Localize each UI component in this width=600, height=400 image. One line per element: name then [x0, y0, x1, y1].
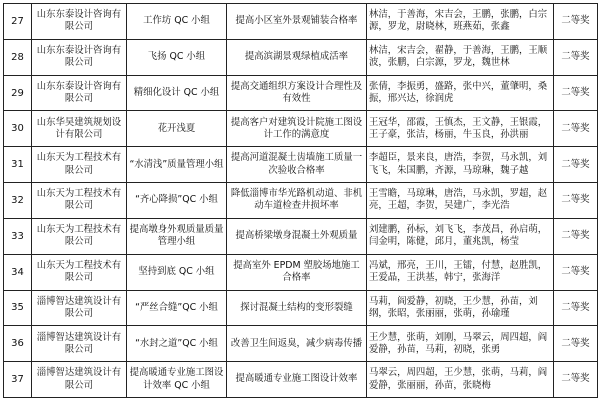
row-number-cell: 33	[4, 218, 32, 254]
unit-cell: 山东华昊建筑规划设计有限公司	[32, 111, 127, 147]
unit-cell: 淄博智达建筑设计有限公司	[32, 326, 127, 362]
award-cell: 二等奖	[554, 326, 598, 362]
topic-cell: 提高河道混凝土齿墙施工质量一次验收合格率	[227, 147, 367, 183]
award-cell: 二等奖	[554, 147, 598, 183]
table-row	[4, 183, 598, 219]
group-name-cell: 提高暖通专业施工图设计效率 QC 小组	[127, 362, 227, 398]
award-cell: 二等奖	[554, 39, 598, 75]
row-number-cell: 30	[4, 111, 32, 147]
group-name-cell: “水清浅”质量管理小组	[127, 147, 227, 183]
award-cell: 二等奖	[554, 218, 598, 254]
row-number-cell: 32	[4, 183, 32, 219]
topic-cell: 提高交通组织方案设计合理性及有效性	[227, 75, 367, 111]
group-name-cell: “水封之道”QC 小组	[127, 326, 227, 362]
members-cell: 马莉，阎爱静，初晓，王少慧，孙苗，刘纲，张昭，张丽丽，张萌，孙瑜瑾	[367, 290, 554, 326]
topic-cell: 提高桥梁墩身混凝土外观质量	[227, 218, 367, 254]
members-cell: 林洁，于善海，宋吉会，王鹏，张鹏，白宗源，罗龙，尉晓林，班燕茹，张鑫	[367, 4, 554, 40]
members-cell: 冯斌，邢亮，王川，王镭，付慧，赵胜凯，王爱晶，王洪基，韩宁，张海洋	[367, 254, 554, 290]
row-number-cell: 28	[4, 39, 32, 75]
table-row	[4, 218, 598, 254]
group-name-cell: “齐心降损”QC 小组	[127, 183, 227, 219]
group-name-cell: 精细化设计 QC 小组	[127, 75, 227, 111]
group-name-cell: 坚持到底 QC 小组	[127, 254, 227, 290]
topic-cell: 提高暖通专业施工图设计效率	[227, 362, 367, 398]
group-name-cell: 提高墩身外观质量质量管理小组	[127, 218, 227, 254]
table-row	[4, 326, 598, 362]
topic-cell: 提高室外 EPDM 塑胶场地施工合格率	[227, 254, 367, 290]
unit-cell: 山东天为工程技术有限公司	[32, 147, 127, 183]
members-cell: 王少慧，张萌，刘刚，马翠云，周四超，阎爱静，孙苗，马莉，初晓，张勇	[367, 326, 554, 362]
topic-cell: 提高小区室外景观铺装合格率	[227, 4, 367, 40]
award-cell: 二等奖	[554, 362, 598, 398]
topic-cell: 探讨混凝土结构的变形裂缝	[227, 290, 367, 326]
row-number-cell: 31	[4, 147, 32, 183]
members-cell: 张倩，李振勇，盛路，张中兴，董肇明，桑振，邢兴达，徐润虎	[367, 75, 554, 111]
unit-cell: 山东天为工程技术有限公司	[32, 183, 127, 219]
unit-cell: 山东东泰设计咨询有限公司	[32, 75, 127, 111]
award-cell: 二等奖	[554, 111, 598, 147]
award-cell: 二等奖	[554, 75, 598, 111]
members-cell: 马翠云，周四超，王少慧，张萌，马莉，阎爱静，张丽丽，孙苗，张晓梅	[367, 362, 554, 398]
row-number-cell: 27	[4, 4, 32, 40]
unit-cell: 淄博智达建筑设计有限公司	[32, 290, 127, 326]
table-row	[4, 111, 598, 147]
unit-cell: 山东天为工程技术有限公司	[32, 218, 127, 254]
table-body	[4, 4, 598, 398]
unit-cell: 山东东泰设计咨询有限公司	[32, 39, 127, 75]
members-cell: 林洁，宋吉会，翟静，于善海，王鹏，王顺波，张鹏，白宗源，罗龙，魏世林	[367, 39, 554, 75]
table-row	[4, 147, 598, 183]
group-name-cell: “严丝合缝”QC 小组	[127, 290, 227, 326]
row-number-cell: 37	[4, 362, 32, 398]
row-number-cell: 35	[4, 290, 32, 326]
row-number-cell: 29	[4, 75, 32, 111]
unit-cell: 山东东泰设计咨询有限公司	[32, 4, 127, 40]
topic-cell: 降低淄博市华光路机动道、非机动车道检查井损坏率	[227, 183, 367, 219]
award-cell: 二等奖	[554, 183, 598, 219]
row-number-cell: 34	[4, 254, 32, 290]
group-name-cell: 飞扬 QC 小组	[127, 39, 227, 75]
table-row	[4, 362, 598, 398]
table-row	[4, 290, 598, 326]
table-row	[4, 4, 598, 40]
award-cell: 二等奖	[554, 290, 598, 326]
table-row	[4, 75, 598, 111]
group-name-cell: 工作坊 QC 小组	[127, 4, 227, 40]
row-number-cell: 36	[4, 326, 32, 362]
topic-cell: 改善卫生间返臭，减少病毒传播	[227, 326, 367, 362]
unit-cell: 山东天为工程技术有限公司	[32, 254, 127, 290]
topic-cell: 提高客户对建筑设计院施工图设计工作的满意度	[227, 111, 367, 147]
members-cell: 李超臣，景来良，唐浩，李贺，马永凯，刘飞飞，朱国鹏，齐源，马琼琳，魏子越	[367, 147, 554, 183]
table-row	[4, 254, 598, 290]
members-cell: 王冠华，邵霞，王慎杰，王文静，王银霞，王子豪，张洁，杨丽，牛玉良，孙洪丽	[367, 111, 554, 147]
award-cell: 二等奖	[554, 4, 598, 40]
table-row	[4, 39, 598, 75]
award-table	[3, 3, 598, 398]
topic-cell: 提高滨湖景观绿植成活率	[227, 39, 367, 75]
members-cell: 王雪瞻，马琼琳，唐浩，马永凯，罗超，赵亮，王超，李贺，吴建广，李光浩	[367, 183, 554, 219]
unit-cell: 淄博智达建筑设计有限公司	[32, 362, 127, 398]
award-cell: 二等奖	[554, 254, 598, 290]
group-name-cell: 花开浅夏	[127, 111, 227, 147]
members-cell: 刘建鹏，孙标，刘飞飞，李茂昌，孙启萌，闫金明，陈健，邱月，董兆凯，杨莹	[367, 218, 554, 254]
